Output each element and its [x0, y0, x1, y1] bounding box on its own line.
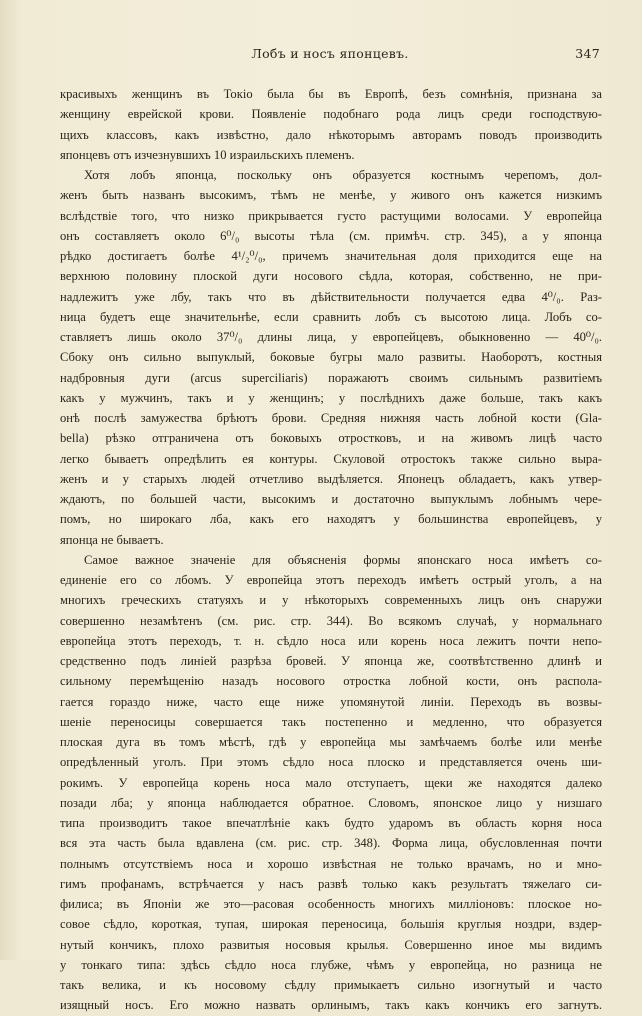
text-line: японца не бываетъ. — [60, 532, 164, 547]
text-line: совое сѣдло, короткая, тупая, широкая переносица, большія круглыя ноздри, вздер- — [60, 917, 602, 932]
text-line: онъ составляетъ около 6⁰/₀ высоты тѣла (см. примѣч. стр. 345), а у японца — [60, 228, 602, 243]
paragraph-2 — [60, 165, 602, 550]
text-line: вслѣдствіе того, что низко прикрывается густо растущими волосами. У европейца — [60, 208, 602, 223]
text-line: позади лба; у японца наблюдается обратное. Словомъ, японское лицо у низшаго — [60, 795, 602, 810]
text-line: ждаютъ, по большей части, высокимъ и достаточно выпуклымъ лобнымъ чере- — [60, 492, 602, 506]
running-header — [60, 46, 600, 64]
text-line: гимъ профанамъ, встрѣчается у насъ развѣ только какъ результатъ тяжелаго си- — [60, 876, 602, 891]
page-number: 347 — [575, 46, 600, 61]
text-line: легко бываетъ опредѣлить ея контуры. Скуловой отростокъ также сильно выра- — [60, 451, 602, 466]
text-line: надлежитъ уже лбу, такъ что въ дѣйствительности получается едва 4⁰/₀. Раз- — [60, 289, 602, 304]
body-text — [60, 84, 602, 1016]
paragraph-3 — [60, 550, 602, 1016]
text-line: европейца этотъ переходъ, т. н. сѣдло носа или корень носа лежитъ почти непо- — [60, 633, 602, 648]
text-line: bella) рѣзко отграничена отъ боковыхъ отростковъ, и на живомъ лицѣ часто — [60, 431, 602, 446]
text-line: единеніе его со лбомъ. У европейца этотъ переходъ имѣетъ острый уголъ, а на — [60, 573, 602, 587]
text-line: нутый кончикъ, плохо развитыя носовыя крылья. Совершенно иное мы видимъ — [60, 937, 602, 952]
text-line: верхнюю половину плоской дуги носового сѣдла, которая, собственно, не при- — [60, 269, 602, 284]
text-line: Самое важное значеніе для объясненія формы японскаго носа имѣетъ со- — [84, 552, 602, 567]
text-line: Сбоку онъ сильно выпуклый, боковые бугры мало развиты. Наоборотъ, костныя — [60, 350, 602, 365]
text-line: совершенно незамѣтенъ (см. рис. стр. 344). Во всякомъ случаѣ, у нормальнаго — [60, 613, 602, 628]
text-line: ница будетъ еще значительнѣе, если сравнить лобъ съ высотою лица. Лобъ со- — [60, 309, 602, 324]
text-line: какъ у мужчинъ, такъ и у женщинъ; у послѣднихъ даже больше, такъ какъ — [60, 390, 602, 405]
text-line: многихъ греческихъ статуяхъ и у нѣкоторыхъ современныхъ лицъ онъ снаружи — [60, 593, 602, 608]
text-line: женщину еврейской крови. Появленіе подобнаго рода лицъ среди господствую- — [60, 107, 602, 122]
text-line: японцевъ отъ изчезнувшихъ 10 израильскихъ племенъ. — [60, 147, 355, 162]
text-line: гается гораздо ниже, часто еще ниже упомянутой линіи. Переходъ въ возвы- — [60, 694, 602, 709]
text-line: женъ быть названъ высокимъ, тѣмъ не менѣе, у живого онъ кажется низкимъ — [60, 188, 602, 203]
running-title: Лобъ и носъ японцевъ. — [251, 46, 409, 61]
text-line: изящный носъ. Его можно назвать орлинымъ, такъ какъ кончикъ его загнутъ. — [60, 998, 602, 1013]
text-line: онѣ послѣ замужества брѣютъ брови. Средняя нижняя часть лобной кости (Gla- — [60, 411, 602, 425]
text-line: помъ, но широкаго лба, какъ его находятъ у большинства европейцевъ, у — [60, 512, 602, 527]
text-line: ставляетъ лишь около 37⁰/₀ длины лица, у европейцевъ, обыкновенно — 40⁰/₀. — [60, 330, 602, 344]
text-line: у тонкаго типа: здѣсь сѣдло носа глубже, чѣмъ у европейца, но разница не — [60, 957, 602, 972]
text-line: женъ и у старыхъ людей отчетливо выдѣляется. Японецъ обладаетъ, какъ утвер- — [60, 471, 602, 486]
text-line: типа производитъ такое впечатлѣніе какъ будто ударомъ въ область корня носа — [60, 816, 602, 830]
text-line: Хотя лобъ японца, поскольку онъ образуется костнымъ черепомъ, дол- — [84, 168, 602, 182]
text-line: опредѣленный уголъ. При этомъ сѣдло носа плоско и представляется очень ши- — [60, 755, 602, 770]
text-line: сильному перемѣщенію назадъ носового отростка лобной кости, онъ распола- — [60, 674, 602, 689]
text-line: надбровныя дуги (arcus supercilіaris) поражаютъ своимъ сильнымъ развитіемъ — [60, 370, 602, 385]
text-line: вся эта часть была вдавлена (см. рис. стр. 348). Форма лица, обусловленная почти — [60, 836, 602, 851]
text-line: такъ велика, и къ носовому сѣдлу примыкаетъ сильно изогнутый и часто — [60, 978, 602, 992]
text-line: филиса; въ Японіи же это—расовая особенность многихъ милліоновъ: плоское но- — [60, 897, 602, 911]
text-line: шеніе переносицы совершается такъ постепенно и медленно, что образуется — [60, 714, 602, 729]
paragraph-1 — [60, 84, 602, 165]
text-line: рѣдко достигаетъ болѣе 4¹/₂⁰/₀, причемъ значительная доля приходится еще на — [60, 249, 602, 263]
text-line: средственно подъ линіей разрѣза бровей. У японца же, соотвѣтственно длинѣ и — [60, 654, 602, 668]
text-line: плоская дуга въ томъ мѣстѣ, гдѣ у европейца мы замѣчаемъ болѣе или менѣе — [60, 735, 602, 749]
text-line: рокимъ. У европейца корень носа мало отступаетъ, щеки же находятся далеко — [60, 775, 602, 790]
text-line: полнымъ отсутствіемъ носа и хорошо извѣстная не только врачамъ, но и мно- — [60, 856, 602, 871]
text-line: красивыхъ женщинъ въ Токіо была бы въ Европѣ, безъ сомнѣнія, признана за — [60, 87, 602, 101]
text-line: щихъ классовъ, какъ извѣстно, дало нѣкоторымъ авторамъ поводъ производить — [60, 127, 602, 142]
